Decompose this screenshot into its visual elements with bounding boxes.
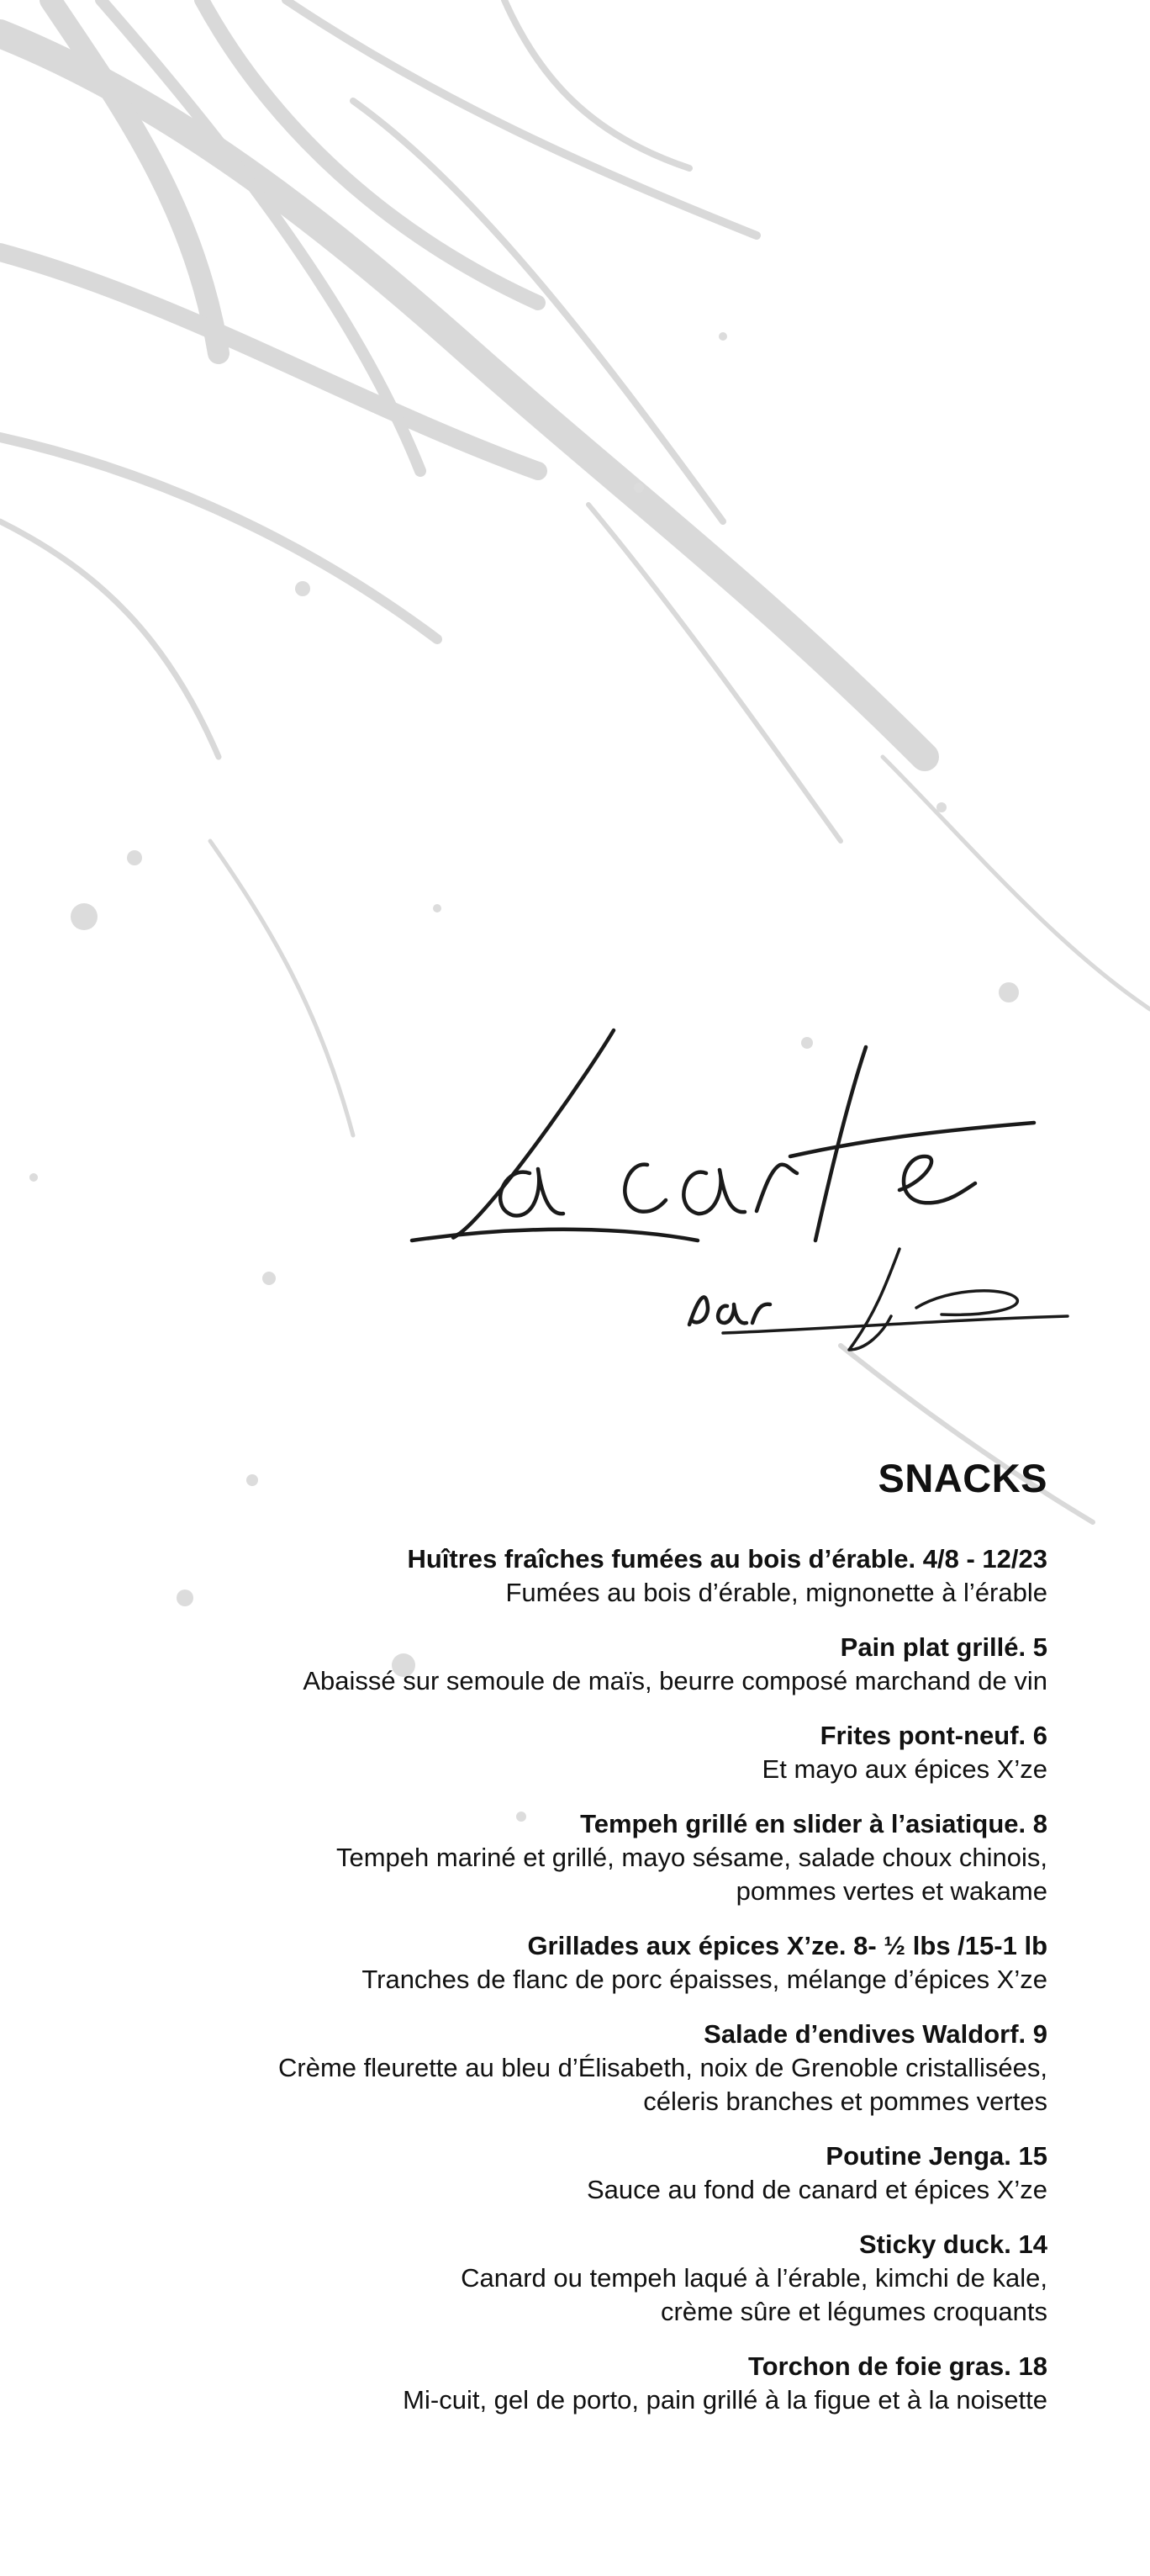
menu-item-title: Tempeh grillé en slider à l’asiatique. 8 [580, 1809, 1047, 1838]
menu-item [72, 1928, 1047, 1997]
menu-item-title: Huîtres fraîches fumées au bois d’érable. 4/8 - 12/23 [407, 1544, 1047, 1574]
menu-item [72, 1630, 1047, 1698]
menu-item-title: Torchon de foie gras. 18 [747, 2351, 1047, 2381]
menu-item-description: Canard ou tempeh laqué à l’érable, kimchi de kale, crème sûre et légumes croquants [461, 2263, 1047, 2326]
menu-item-description: Mi-cuit, gel de porto, pain grillé à la figue et à la noisette [403, 2385, 1047, 2415]
menu-item [72, 1806, 1047, 1908]
menu-item [72, 2349, 1047, 2417]
la-carte-script-logo [395, 997, 1084, 1367]
menu-item-description: Fumées au bois d’érable, mignonette à l’érable [505, 1578, 1047, 1607]
menu-item-title: Frites pont-neuf. 6 [820, 1721, 1047, 1750]
menu-item [72, 2139, 1047, 2207]
menu-item-title: Salade d’endives Waldorf. 9 [704, 2019, 1047, 2049]
menu-item-title: Sticky duck. 14 [858, 2230, 1047, 2259]
menu-item [72, 2017, 1047, 2118]
menu-item-description: Tranches de flanc de porc épaisses, mélange d’épices X’ze [361, 1965, 1047, 1994]
menu-item [72, 1718, 1047, 1786]
menu-item-description: Crème fleurette au bleu d’Élisabeth, noix de Grenoble cristallisées, céleris branches et pommes vertes [278, 2053, 1047, 2116]
menu-item-title: Poutine Jenga. 15 [826, 2141, 1047, 2171]
snacks-menu [72, 1455, 1047, 2437]
section-title: SNACKS [878, 1456, 1047, 1500]
menu-item [72, 1542, 1047, 1610]
menu-item-description: Sauce au fond de canard et épices X’ze [586, 2175, 1047, 2204]
menu-item [72, 2227, 1047, 2329]
menu-item-description: Et mayo aux épices X’ze [762, 1754, 1047, 1784]
menu-item-description: Abaissé sur semoule de maïs, beurre composé marchand de vin [303, 1666, 1047, 1695]
menu-item-title: Pain plat grillé. 5 [840, 1632, 1047, 1662]
menu-items-list [72, 1542, 1047, 2417]
menu-item-description: Tempeh mariné et grillé, mayo sésame, salade choux chinois, pommes vertes et wakame [335, 1843, 1047, 1906]
menu-item-title: Grillades aux épices X’ze. 8- ½ lbs /15-1 lb [527, 1931, 1047, 1960]
